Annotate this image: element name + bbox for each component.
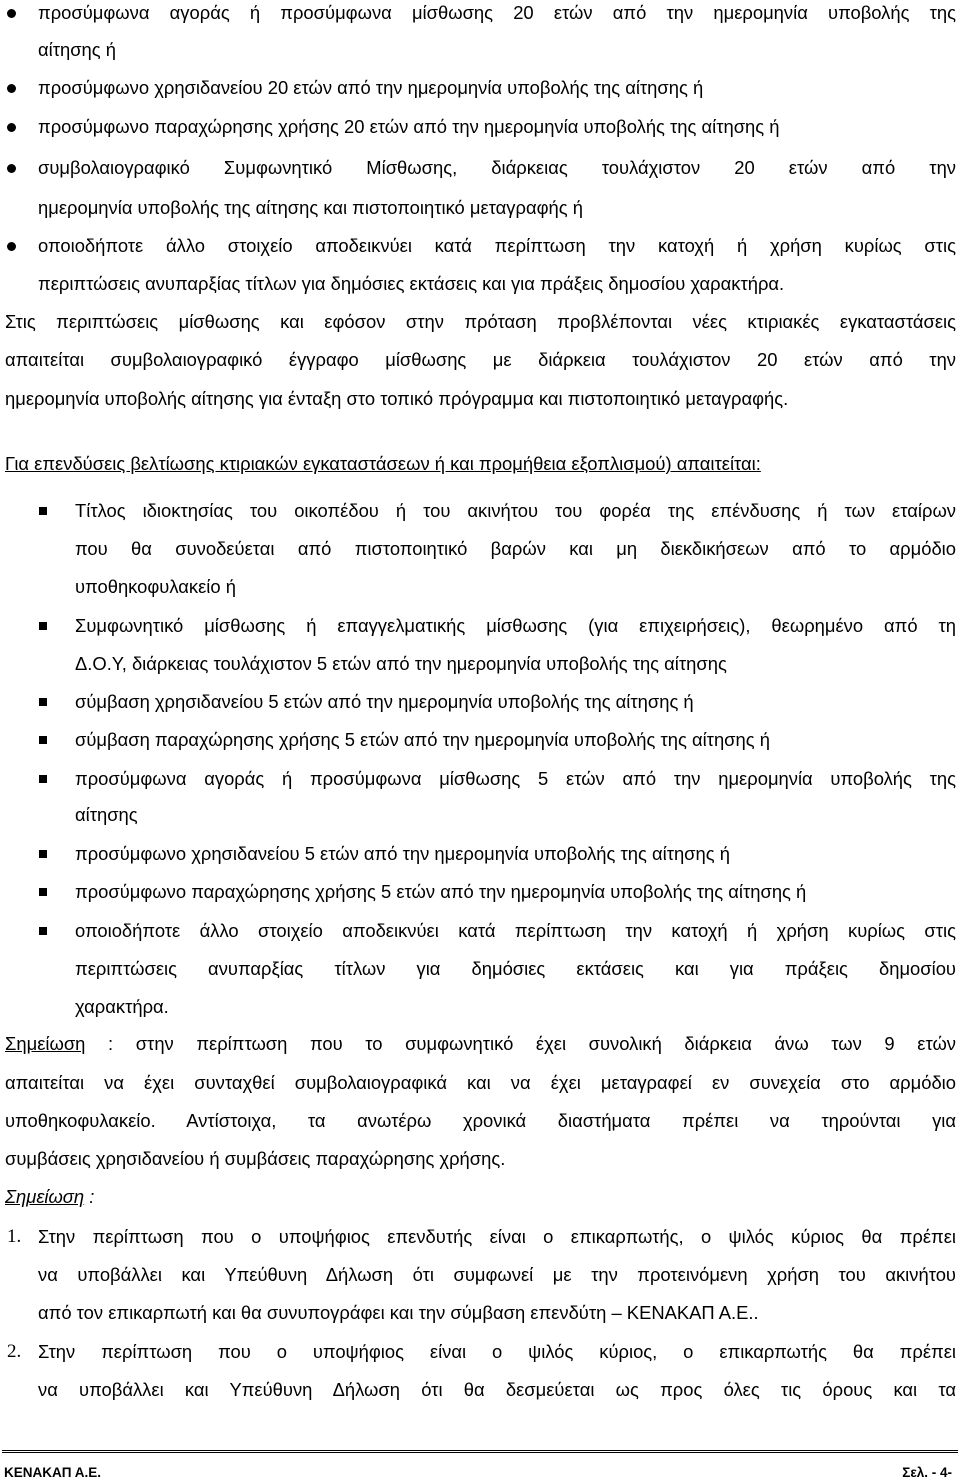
list-item-line: περιπτώσεις ανυπαρξίας τίτλων για δημόσιες εκτάσεις και για πράξεις δημοσίου χαρακτήρα. — [38, 273, 785, 294]
footer-company: ΚΕΝΑΚΑΠ Α.Ε. — [4, 1465, 102, 1480]
square-bullet-icon — [39, 775, 47, 783]
bullet-dot-icon — [7, 84, 16, 93]
list-item-line: προσύμφωνο παραχώρησης χρήσης 5 ετών από την ημερομηνία υποβολής της αίτησης ή — [75, 881, 807, 902]
list-item-line: από τον επικαρπωτή και θα συνυπογράφει και την σύμβαση επενδύτη – ΚΕΝΑΚΑΠ Α.Ε.. — [38, 1302, 759, 1323]
note-text: : στην περίπτωση που το συμφωνητικό έχει συνολική διάρκεια άνω των 9 ετών — [85, 1033, 956, 1054]
note-line: υποθηκοφυλακείο. Αντίστοιχα, τα ανωτέρω χρονικά διαστήματα πρέπει να τηρούνται για — [5, 1110, 956, 1131]
list-item-line: να υποβάλλει και Υπεύθυνη Δήλωση ότι θα δεσμεύεται ως προς όλες τις όρους και τα — [38, 1379, 956, 1400]
note-suffix: : — [84, 1186, 95, 1207]
footer-rule — [2, 1452, 958, 1453]
footer-page-number: Σελ. - 4- — [902, 1465, 952, 1480]
list-item-line: χαρακτήρα. — [75, 996, 169, 1017]
list-item-line: Τίτλος ιδιοκτησίας του οικοπέδου ή του ακινήτου του φορέα της επένδυσης ή των εταίρων — [75, 500, 956, 521]
square-bullet-icon — [39, 507, 47, 515]
list-item-line: προσύμφωνα αγοράς ή προσύμφωνα μίσθωσης 5 ετών από την ημερομηνία υποβολής της — [75, 768, 956, 789]
list-item-line: Στην περίπτωση που ο υποψήφιος επενδυτής είναι ο επικαρπωτής, ο ψιλός κύριος θα πρέπει — [38, 1226, 956, 1247]
list-item-line: υποθηκοφυλακείο ή — [75, 576, 236, 597]
list-item-line: σύμβαση παραχώρησης χρήσης 5 ετών από την ημερομηνία υποβολής της αίτησης ή — [75, 729, 770, 750]
bullet-dot-icon — [7, 123, 16, 132]
list-item-line: οποιοδήποτε άλλο στοιχείο αποδεικνύει κατά περίπτωση την κατοχή ή χρήση κυρίως στις — [75, 920, 956, 941]
list-item-line: προσύμφωνο χρησιδανείου 20 ετών από την ημερομηνία υποβολής της αίτησης ή — [38, 77, 704, 98]
note-line: απαιτείται να έχει συνταχθεί συμβολαιογραφικά και να έχει μεταγραφεί εν συνεχεία στο αρμόδιο — [5, 1072, 956, 1093]
list-item-line: σύμβαση χρησιδανείου 5 ετών από την ημερομηνία υποβολής της αίτησης ή — [75, 691, 694, 712]
list-item-line: Συμφωνητικό μίσθωσης ή επαγγελματικής μίσθωσης (για επιχειρήσεις), θεωρημένο από τη — [75, 615, 956, 636]
bullet-dot-icon — [7, 9, 16, 18]
square-bullet-icon — [39, 888, 47, 896]
square-bullet-icon — [39, 698, 47, 706]
list-item-line: αίτησης — [75, 804, 138, 825]
list-item-line: συμβολαιογραφικό Συμφωνητικό Μίσθωσης, διάρκειας τουλάχιστον 20 ετών από την — [38, 157, 956, 178]
note-2-heading — [5, 1178, 956, 1215]
paragraph-line: Στις περιπτώσεις μίσθωσης και εφόσον στην πρόταση προβλέπονται νέες κτιριακές εγκαταστάσεις — [5, 311, 956, 332]
square-bullet-icon — [39, 927, 47, 935]
list-item-line: Στην περίπτωση που ο υποψήφιος είναι ο ψιλός κύριος, ο επικαρπωτής θα πρέπει — [38, 1341, 956, 1362]
section-heading: Για επενδύσεις βελτίωσης κτιριακών εγκαταστάσεων ή και προμήθεια εξοπλισμού) απαιτείται: — [5, 453, 761, 474]
list-item-line: προσύμφωνο χρησιδανείου 5 ετών από την ημερομηνία υποβολής της αίτησης ή — [75, 843, 730, 864]
paragraph-line: ημερομηνία υποβολής αίτησης για ένταξη στο τοπικό πρόγραμμα και πιστοποιητικό μεταγραφής. — [5, 388, 789, 409]
bullet-dot-icon — [7, 242, 16, 251]
list-item-line: Δ.Ο.Υ, διάρκειας τουλάχιστον 5 ετών από την ημερομηνία υποβολής της αίτησης — [75, 653, 727, 674]
list-item-line: προσύμφωνα αγοράς ή προσύμφωνα μίσθωσης 20 ετών από την ημερομηνία υποβολής της — [38, 2, 956, 23]
list-number: 2. — [7, 1341, 22, 1362]
square-bullet-icon — [39, 622, 47, 630]
list-item-line: να υποβάλλει και Υπεύθυνη Δήλωση ότι συμφωνεί με την προτεινόμενη χρήση του ακινήτου — [38, 1264, 956, 1285]
paragraph-line: απαιτείται συμβολαιογραφικό έγγραφο μίσθωσης με διάρκεια τουλάχιστον 20 ετών από την — [5, 349, 956, 370]
square-bullet-icon — [39, 850, 47, 858]
note-first-line — [5, 1025, 956, 1062]
footer-rule — [2, 1450, 958, 1451]
note-label: Σημείωση — [5, 1033, 86, 1054]
list-item-line: περιπτώσεις ανυπαρξίας τίτλων για δημόσιες εκτάσεις και για πράξεις δημοσίου — [75, 958, 956, 979]
list-item-line: οποιοδήποτε άλλο στοιχείο αποδεικνύει κατά περίπτωση την κατοχή ή χρήση κυρίως στις — [38, 235, 956, 256]
note-label: Σημείωση — [5, 1186, 85, 1207]
list-item-line: που θα συνοδεύεται από πιστοποιητικό βαρών και μη διεκδικήσεων από το αρμόδιο — [75, 538, 956, 559]
bullet-dot-icon — [7, 164, 16, 173]
square-bullet-icon — [39, 736, 47, 744]
list-item-line: αίτησης ή — [38, 39, 116, 60]
list-number: 1. — [7, 1226, 22, 1247]
note-line: συμβάσεις χρησιδανείου ή συμβάσεις παραχώρησης χρήσης. — [5, 1148, 506, 1169]
list-item-line: προσύμφωνο παραχώρησης χρήσης 20 ετών από την ημερομηνία υποβολής της αίτησης ή — [38, 116, 780, 137]
list-item-line: ημερομηνία υποβολής της αίτησης και πιστοποιητικό μεταγραφής ή — [38, 197, 583, 218]
